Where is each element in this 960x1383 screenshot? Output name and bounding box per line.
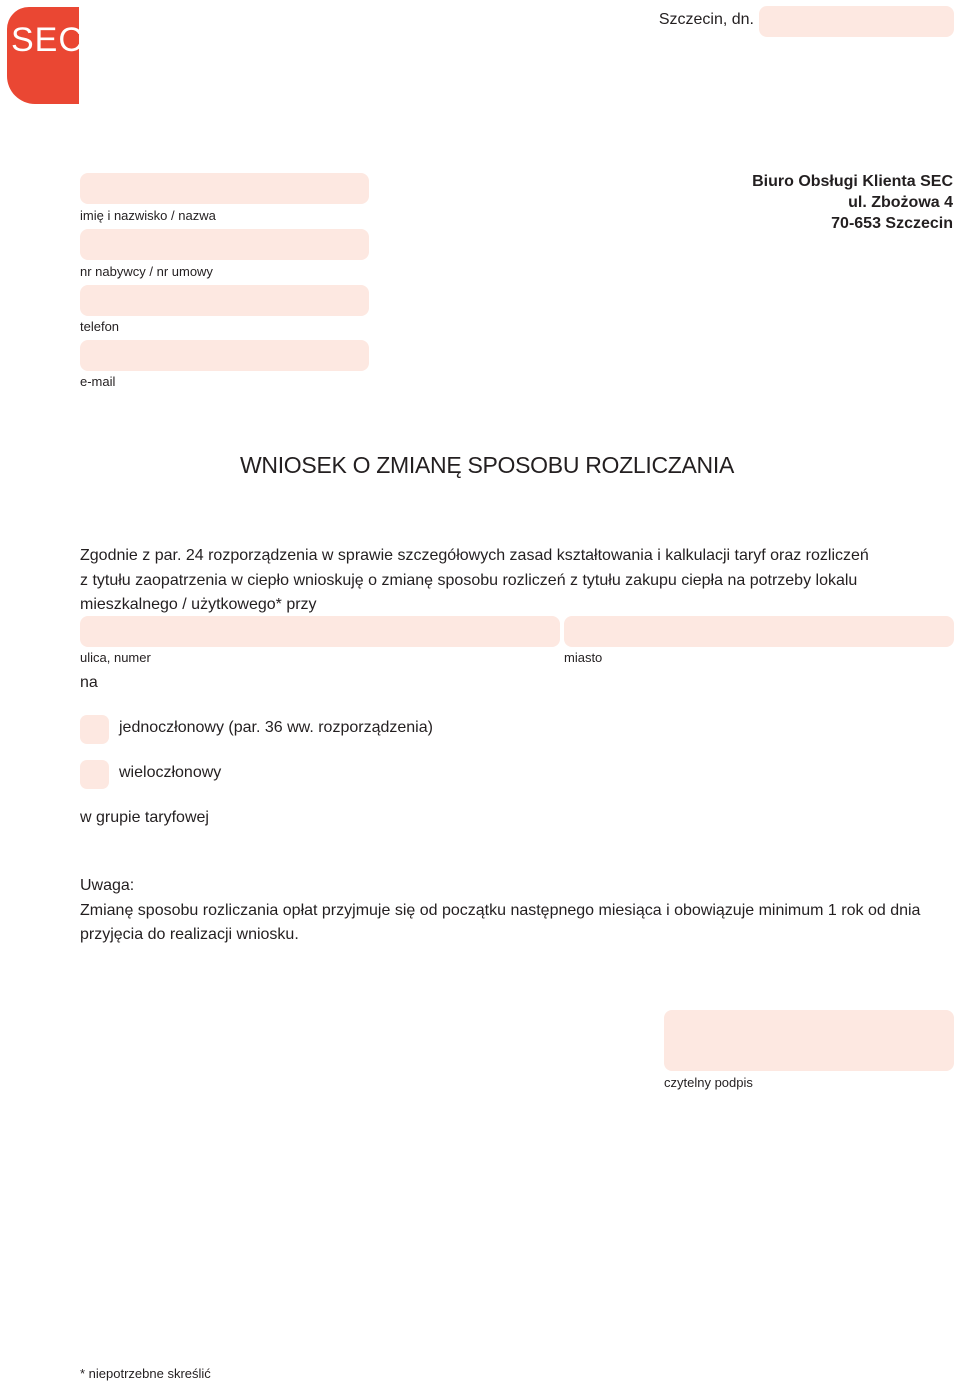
name-label: imię i nazwisko / nazwa (80, 208, 216, 223)
phone-label: telefon (80, 319, 120, 334)
intro-line-3: mieszkalnego / użytkowego* przy (80, 596, 317, 613)
sec-logo (7, 7, 84, 104)
address-line-2: ul. Zbożowa 4 (848, 194, 953, 211)
recipient-address (752, 171, 953, 234)
note-heading: Uwaga: (80, 877, 135, 894)
name-field[interactable] (80, 173, 369, 204)
signature-label: czytelny podpis (664, 1075, 753, 1090)
phone-field[interactable] (80, 285, 369, 316)
city-label: miasto (564, 650, 603, 665)
note-line-2: przyjęcia do realizacji wniosku. (80, 926, 299, 943)
date-label: Szczecin, dn. (658, 11, 754, 28)
logo-text: SEC (11, 21, 84, 59)
multi-component-label: wieloczłonowy (119, 764, 222, 781)
address-line-1: Biuro Obsługi Klienta SEC (752, 173, 953, 190)
intro-line-2: z tytułu zaopatrzenia w ciepło wnioskuję o zmianę sposobu rozliczeń z tytułu zakupu ciepła na potrzeby lokalu (80, 571, 858, 589)
note-block (80, 874, 940, 948)
customer-number-field[interactable] (80, 229, 369, 260)
multi-component-checkbox[interactable] (80, 760, 109, 789)
customer-number-label: nr nabywcy / nr umowy (80, 264, 213, 279)
signature-field[interactable] (664, 1010, 954, 1071)
email-label: e-mail (80, 374, 116, 389)
footnote: * niepotrzebne skreślić (80, 1366, 211, 1381)
document-title: WNIOSEK O ZMIANĘ SPOSOBU ROZLICZANIA (240, 452, 734, 478)
single-component-label: jednoczłonowy (par. 36 ww. rozporządzenia) (119, 719, 433, 736)
address-line-3: 70-653 Szczecin (831, 215, 953, 232)
note-line-1: Zmianę sposobu rozliczania opłat przyjmuje się od początku następnego miesiąca i obowiązuje minimum 1 rok od dnia (80, 901, 921, 919)
city-field[interactable] (564, 616, 954, 647)
intro-line-1: Zgodnie z par. 24 rozporządzenia w sprawie szczegółowych zasad kształtowania i kalkulacji taryf oraz rozliczeń (80, 547, 869, 564)
na-label: na (80, 674, 98, 691)
street-label: ulica, numer (80, 650, 151, 665)
intro-paragraph (80, 544, 880, 618)
date-field[interactable] (759, 6, 954, 37)
tariff-group-label: w grupie taryfowej (80, 809, 209, 826)
street-field[interactable] (80, 616, 560, 647)
single-component-checkbox[interactable] (80, 715, 109, 744)
email-field[interactable] (80, 340, 369, 371)
